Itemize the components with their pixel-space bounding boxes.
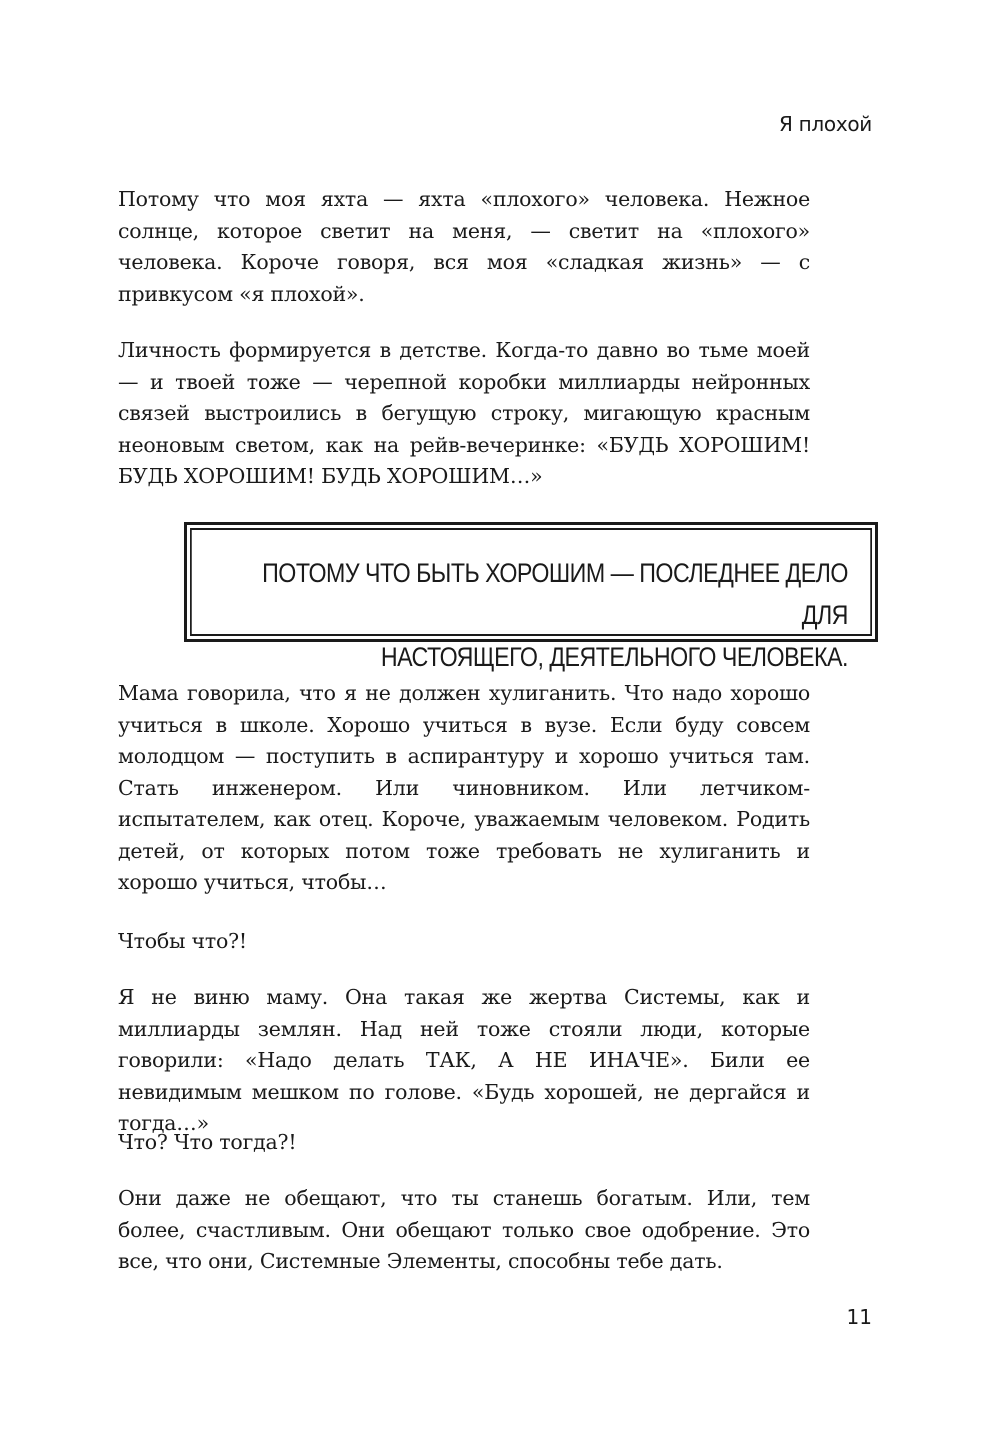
paragraph-5 [118, 982, 810, 1140]
pull-quote-box [184, 522, 878, 672]
paragraph-6 [118, 1127, 810, 1159]
page-number: 11 [846, 1305, 872, 1329]
paragraph-text: Я не виню маму. Она такая же жертва Системы, как и миллиарды землян. Над ней тоже стояли люди, которые говорили: «Надо делать ТАК, А НЕ ИНАЧЕ». Били ее невидимым мешком по голове. «Будь хорошей, не дергайся и тогда…» [118, 985, 810, 1135]
paragraph-text: Что? Что тогда?! [118, 1130, 297, 1154]
pull-quote-line-2: НАСТОЯЩЕГО, ДЕЯТЕЛЬНОГО ЧЕЛОВЕКА. [380, 642, 848, 672]
running-header: Я плохой [778, 112, 872, 136]
paragraph-7 [118, 1183, 810, 1278]
paragraph-text: Они даже не обещают, что ты станешь богатым. Или, тем более, счастливым. Они обещают только свое одобрение. Это все, что они, Системные Элементы, способны тебе дать. [118, 1186, 810, 1273]
paragraph-text: Личность формируется в детстве. Когда-то давно во тьме моей — и твоей тоже — черепной коробки миллиарды нейронных связей выстроились в бегущую строку, мигающую красным неоновым светом, как на рейв-вечеринке: «БУДЬ ХОРОШИМ! БУДЬ ХОРОШИМ! БУДЬ ХОРОШИМ…» [118, 338, 810, 488]
paragraph-3 [118, 678, 810, 899]
paragraph-1 [118, 184, 810, 310]
pull-quote-line-1: ПОТОМУ ЧТО БЫТЬ ХОРОШИМ — ПОСЛЕДНЕЕ ДЕЛО ДЛЯ [262, 558, 848, 630]
paragraph-text: Чтобы что?! [118, 929, 247, 953]
paragraph-text: Мама говорила, что я не должен хулиганить. Что надо хорошо учиться в школе. Хорошо учиться в вузе. Если буду совсем молодцом — поступить в аспирантуру и хорошо учиться там. Стать инженером. Или чиновником. Или летчиком-испытателем, как отец. Короче, уважаемым человеком. Родить детей, от которых потом тоже требовать не хулиганить и хорошо учиться, чтобы… [118, 681, 810, 894]
pull-quote-inner [190, 528, 872, 672]
paragraph-4 [118, 926, 810, 958]
paragraph-text: Потому что моя яхта — яхта «плохого» человека. Нежное солнце, которое светит на меня, — светит на «плохого» человека. Короче говоря, вся моя «сладкая жизнь» — с привкусом «я плохой». [118, 187, 810, 306]
paragraph-2 [118, 335, 810, 493]
